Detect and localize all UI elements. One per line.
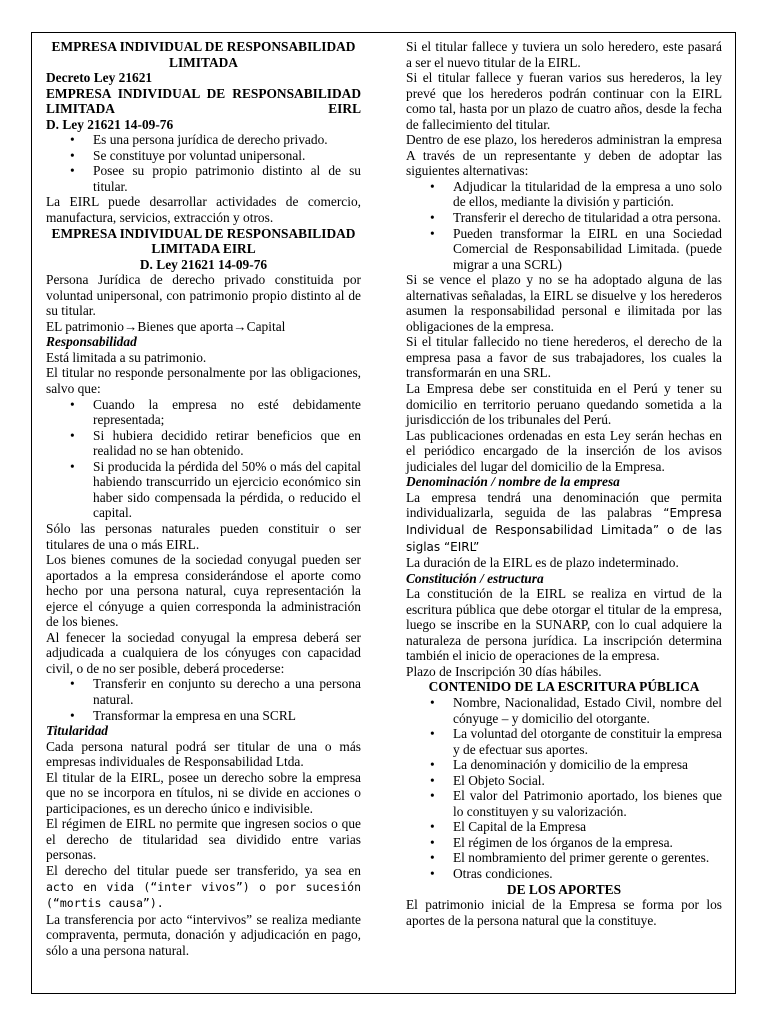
paragraph: El régimen de EIRL no permite que ingresen socios o que el derecho de titularidad sea dividido entre varias personas. (46, 816, 361, 863)
paragraph: El titular no responde personalmente por las obligaciones, salvo que: (46, 365, 361, 397)
list-item: • Si producida la pérdida del 50% o más del capital habiendo transcurrido un ejercicio económico sin haber sido compensada la pérdida, o reducido el capital. (93, 459, 361, 521)
list-item: • Pueden transformar la EIRL en una Sociedad Comercial de Responsabilidad Limitada. (puede migrar a una SCRL) (453, 226, 722, 273)
paragraph: Sólo las personas naturales pueden constituir o ser titulares de una o más EIRL. (46, 520, 361, 552)
paragraph: Si el titular fallece y fueran varios sus herederos, la ley prevé que los herederos podrán continuar con la EIRL como tal, hasta por un plazo de cuatro años, desde la fecha de fallecimiento del titular. (406, 70, 722, 132)
list-item: • El valor del Patrimonio aportado, los bienes que lo constituyen y su valorización. (453, 788, 722, 819)
paragraph: Persona Jurídica de derecho privado constituida por voluntad unipersonal, con patrimonio propio distinto al de su titular. (46, 272, 361, 319)
deed-contents-list (406, 695, 722, 882)
list-item: • El nombramiento del primer gerente o gerentes. (453, 850, 722, 866)
text-span: El derecho del titular puede ser transferido, ya sea en (46, 862, 361, 878)
paragraph-transfer (46, 863, 361, 912)
patrimony-line: EL patrimonio→Bienes que aporta→Capital (46, 318, 286, 334)
paragraph: Al fenecer la sociedad conyugal la empresa deberá ser adjudicada a cualquiera de los cónyuges con capacidad civil, o de no ser posible, deberá procederse: (46, 629, 361, 676)
heading-responsabilidad: Responsabilidad (46, 334, 137, 350)
paragraph: Dentro de ese plazo, los herederos administran la empresa A través de un representante y deben de adoptar las siguientes alternativas: (406, 132, 722, 179)
text-span-mono: acto en vida (“inter vivos”) o por sucesión (“mortis causa”). (46, 879, 361, 911)
list-item: • Posee su propio patrimonio distinto al de su titular. (93, 163, 361, 194)
exceptions-list (46, 397, 361, 521)
paragraph: Plazo de Inscripción 30 días hábiles. (406, 663, 602, 679)
procedure-list (46, 676, 361, 723)
paragraph-denomination (406, 490, 722, 555)
paragraph: Los bienes comunes de la sociedad conyugal pueden ser aportados a la empresa considerándose el aporte como hecho por una persona natural, cuya representación la ejerce el cónyuge a quien corresponda la administración de los bienes. (46, 552, 361, 630)
decree-date: D. Ley 21621 14-09-76 (46, 116, 174, 132)
heading-titularidad: Titularidad (46, 723, 109, 739)
paragraph: Si se vence el plazo y no se ha adoptado alguna de las alternativas señaladas, la EIRL se disuelve y los herederos asumen la responsabilidad personal e ilimitada por las obligaciones de la empresa. (406, 272, 722, 334)
paragraph: Si el titular fallece y tuviera un solo heredero, este pasará a ser el nuevo titular de la EIRL. (406, 39, 722, 70)
list-item: • El Objeto Social. (453, 773, 722, 789)
list-item: • Transferir el derecho de titularidad a otra persona. (453, 210, 722, 226)
heading-contenido: CONTENIDO DE LA ESCRITURA PÚBLICA (428, 679, 700, 695)
list-item: • Es una persona jurídica de derecho privado. (93, 132, 361, 148)
list-item: • Se constituye por voluntad unipersonal. (93, 148, 361, 164)
list-item: • Otras condiciones. (453, 866, 722, 882)
list-item: • La voluntad del otorgante de constituir la empresa y de efectuar sus aportes. (453, 726, 722, 757)
list-item: • Transformar la empresa en una SCRL (93, 708, 361, 724)
left-column (46, 39, 361, 958)
right-column (406, 39, 722, 928)
document-page (31, 32, 736, 994)
list-item: • Cuando la empresa no esté debidamente representada; (93, 397, 361, 428)
title-eirl: EMPRESA INDIVIDUAL DE RESPONSABILIDAD LIMITADA (51, 39, 356, 70)
heading-aportes: DE LOS APORTES (506, 881, 622, 897)
alternatives-list (406, 179, 722, 272)
list-item: • El Capital de la Empresa (453, 819, 722, 835)
paragraph: Si el titular fallecido no tiene herederos, el derecho de la empresa pasa a favor de sus trabajadores, los cuales la transformarán en una SRL. (406, 334, 722, 381)
heading-constitucion: Constitución / estructura (406, 570, 544, 586)
paragraph: La EIRL puede desarrollar actividades de comercio, manufactura, servicios, extracción y otros. (46, 194, 361, 226)
list-item: • El régimen de los órganos de la empresa. (453, 835, 722, 851)
list-item: • Adjudicar la titularidad de la empresa a uno solo de ellos, mediante la división y partición. (453, 179, 722, 210)
heading-denominacion: Denominación / nombre de la empresa (406, 474, 620, 490)
paragraph: El titular de la EIRL, posee un derecho sobre la empresa que no se incorpora en títulos, ni se divide en acciones o participaciones, es un derecho único e indivisible. (46, 769, 361, 816)
characteristics-list (46, 132, 361, 194)
decree-title: Decreto Ley 21621 (46, 70, 153, 86)
text-span: La empresa tendrá una denominación que permita individualizarla, seguida de las palabras (406, 489, 722, 521)
paragraph: Las publicaciones ordenadas en esta Ley serán hechas en el periódico encargado de la inserción de los avisos judiciales del lugar del domicilio de la Empresa. (406, 427, 722, 474)
list-item: • Nombre, Nacionalidad, Estado Civil, nombre del cónyuge – y domicilio del otorgante. (453, 695, 722, 726)
section-title: EMPRESA INDIVIDUAL DE RESPONSABILIDAD LIMITADA EIRL (51, 225, 356, 257)
list-item: • La denominación y domicilio de la empresa (453, 757, 722, 773)
list-item: • Si hubiera decidido retirar beneficios que en realidad no se han obtenido. (93, 428, 361, 459)
list-item: • Transferir en conjunto su derecho a una persona natural. (93, 676, 361, 707)
paragraph: Está limitada a su patrimonio. (46, 349, 207, 365)
subtitle-eirl: EMPRESA INDIVIDUAL DE RESPONSABILIDAD LIMITADA EIRL (46, 85, 361, 117)
paragraph: La duración de la EIRL es de plazo indeterminado. (406, 555, 679, 571)
paragraph: Cada persona natural podrá ser titular de una o más empresas individuales de Responsabilidad Ltda. (46, 738, 361, 770)
paragraph: La constitución de la EIRL se realiza en virtud de la escritura pública que debe otorgar el titular de la empresa, luego se inscribe en la SUNARP, con lo cual adquiere la naturaleza de persona jurídica. La inscripción determina también el inicio de operaciones de la empresa. (406, 586, 722, 664)
paragraph: La Empresa debe ser constituida en el Perú y tener su domicilio en territorio peruano quedando sometida a la jurisdicción de los tribunales del Perú. (406, 381, 722, 428)
section-decree: D. Ley 21621 14-09-76 (139, 256, 268, 272)
paragraph: El patrimonio inicial de la Empresa se forma por los aportes de la persona natural que la constituye. (406, 897, 722, 928)
paragraph: La transferencia por acto “intervivos” se realiza mediante compraventa, permuta, donación y adjudicación en pago, sólo a una persona natural. (46, 911, 361, 958)
text-span-sans: “Empresa Individual de Responsabilidad Limitada” o de las siglas “EIRL” (406, 506, 722, 554)
